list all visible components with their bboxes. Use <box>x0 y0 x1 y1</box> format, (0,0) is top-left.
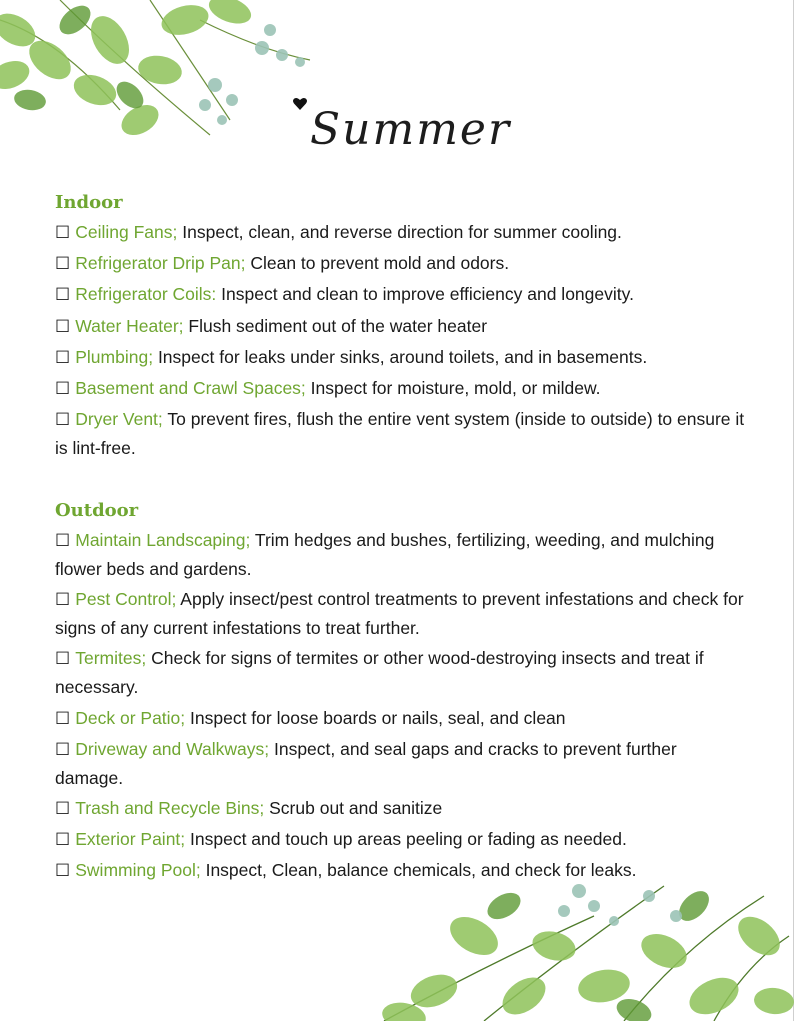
list-item: ☐ Plumbing; Inspect for leaks under sinks, around toilets, and in basements. <box>55 346 648 368</box>
list-item: ☐ Termites; Check for signs of termites or other wood-destroying insects and treat if necessary. <box>55 648 704 698</box>
outdoor-heading: Outdoor <box>55 500 139 521</box>
list-item: ☐ Dryer Vent; To prevent fires, flush the entire vent system (inside to outside) to ensure it is lint-free. <box>55 409 745 459</box>
list-item: ☐ Pest Control; Apply insect/pest control treatments to prevent infestations and check for signs of any current infestations to treat further. <box>55 589 744 639</box>
list-item: ☐ Refrigerator Drip Pan; Clean to prevent mold and odors. <box>55 253 510 275</box>
list-item: ☐ Ceiling Fans; Inspect, clean, and reverse direction for summer cooling. <box>55 222 622 243</box>
list-item: ☐ Water Heater; Flush sediment out of the water heater <box>55 315 488 337</box>
checkbox-icon[interactable]: ☐ <box>55 708 71 729</box>
checkbox-icon[interactable]: ☐ <box>55 410 71 431</box>
checkbox-icon[interactable]: ☐ <box>55 347 71 368</box>
checkbox-icon[interactable]: ☐ <box>55 254 71 275</box>
list-item: ☐ Deck or Patio; Inspect for loose boards or nails, seal, and clean <box>55 707 566 729</box>
list-item: ☐ Swimming Pool; Inspect, Clean, balance chemicals, and check for leaks. <box>55 860 637 882</box>
foliage-top-left-decoration <box>0 0 330 145</box>
outdoor-list <box>55 526 745 888</box>
checkbox-icon[interactable]: ☐ <box>55 378 71 399</box>
checkbox-icon[interactable]: ☐ <box>55 223 71 243</box>
list-item: ☐ Basement and Crawl Spaces; Inspect for moisture, mold, or mildew. <box>55 377 601 399</box>
checkbox-icon[interactable]: ☐ <box>55 590 71 611</box>
checkbox-icon[interactable]: ☐ <box>55 861 71 882</box>
list-item: ☐ Trash and Recycle Bins; Scrub out and sanitize <box>55 797 443 819</box>
checkbox-icon[interactable]: ☐ <box>55 316 71 337</box>
heart-icon <box>292 96 308 112</box>
page-title: Summer <box>310 104 511 155</box>
indoor-list <box>55 218 745 464</box>
list-item: ☐ Driveway and Walkways; Inspect, and seal gaps and cracks to prevent further damage. <box>55 738 677 788</box>
checkbox-icon[interactable]: ☐ <box>55 285 71 306</box>
checkbox-icon[interactable]: ☐ <box>55 798 71 819</box>
checkbox-icon[interactable]: ☐ <box>55 649 71 670</box>
checkbox-icon[interactable]: ☐ <box>55 531 71 551</box>
checkbox-icon[interactable]: ☐ <box>55 830 71 851</box>
list-item: ☐ Exterior Paint; Inspect and touch up areas peeling or fading as needed. <box>55 829 627 851</box>
list-item: ☐ Maintain Landscaping; Trim hedges and bushes, fertilizing, weeding, and mulching flower beds and gardens. <box>55 530 715 579</box>
foliage-bottom-right-decoration <box>364 876 794 1021</box>
checkbox-icon[interactable]: ☐ <box>55 739 71 760</box>
list-item: ☐ Refrigerator Coils: Inspect and clean to improve efficiency and longevity. <box>55 284 634 306</box>
indoor-heading: Indoor <box>55 192 123 213</box>
